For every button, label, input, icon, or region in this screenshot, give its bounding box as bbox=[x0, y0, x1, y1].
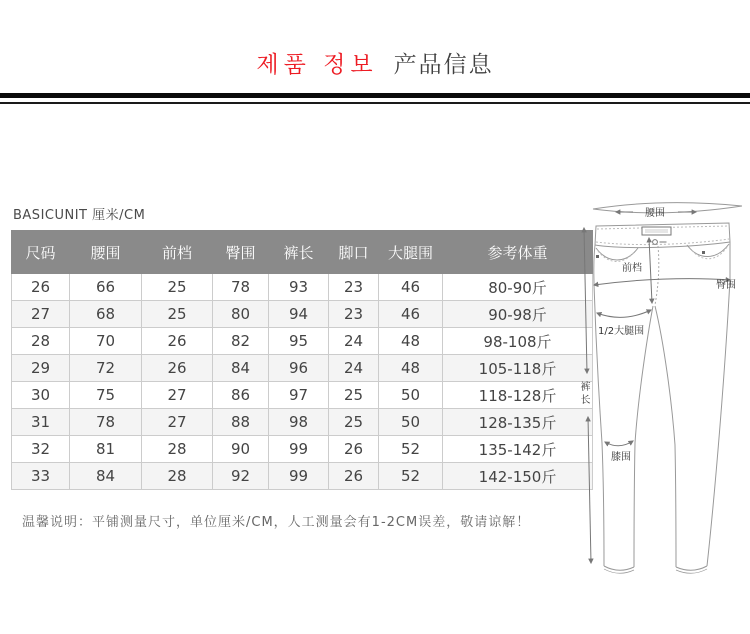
size-table bbox=[11, 230, 593, 490]
table-cell: 128-135斤 bbox=[443, 409, 593, 436]
title-korean: 제품 정보 bbox=[256, 52, 378, 78]
table-cell: 23 bbox=[329, 301, 379, 328]
hip-label: 臀围 bbox=[716, 280, 736, 291]
table-cell: 26 bbox=[142, 355, 213, 382]
table-cell: 78 bbox=[213, 274, 269, 301]
left-inner-seam bbox=[634, 306, 653, 567]
table-cell: 27 bbox=[142, 409, 213, 436]
measure-lines bbox=[584, 212, 730, 563]
table-cell: 86 bbox=[213, 382, 269, 409]
table-cell: 23 bbox=[329, 274, 379, 301]
table-cell: 75 bbox=[70, 382, 142, 409]
waist-label: 腰围 bbox=[645, 208, 665, 219]
table-cell: 88 bbox=[213, 409, 269, 436]
table-cell: 46 bbox=[379, 274, 443, 301]
table-cell: 70 bbox=[70, 328, 142, 355]
table-cell: 97 bbox=[269, 382, 329, 409]
table-cell: 48 bbox=[379, 328, 443, 355]
right-inner-seam bbox=[655, 306, 676, 567]
table-cell: 29 bbox=[12, 355, 70, 382]
button-icon bbox=[653, 240, 658, 245]
knee-measure-line bbox=[605, 441, 633, 446]
column-header: 臀围 bbox=[213, 231, 269, 274]
table-cell: 32 bbox=[12, 436, 70, 463]
left-rivet bbox=[596, 255, 599, 258]
divider-thick bbox=[0, 93, 750, 98]
table-cell: 46 bbox=[379, 301, 443, 328]
table-cell: 80-90斤 bbox=[443, 274, 593, 301]
title-chinese: 产品信息 bbox=[393, 52, 494, 78]
table-cell: 118-128斤 bbox=[443, 382, 593, 409]
table-cell: 98 bbox=[269, 409, 329, 436]
table-cell: 27 bbox=[142, 382, 213, 409]
table-cell: 78 bbox=[70, 409, 142, 436]
table-cell: 25 bbox=[329, 409, 379, 436]
table-cell: 105-118斤 bbox=[443, 355, 593, 382]
table-cell: 80 bbox=[213, 301, 269, 328]
column-header: 参考体重 bbox=[443, 231, 593, 274]
table-cell: 99 bbox=[269, 463, 329, 490]
table-cell: 142-150斤 bbox=[443, 463, 593, 490]
divider-thin bbox=[0, 102, 750, 104]
table-cell: 28 bbox=[142, 463, 213, 490]
table-cell: 95 bbox=[269, 328, 329, 355]
table-cell: 72 bbox=[70, 355, 142, 382]
table-cell: 96 bbox=[269, 355, 329, 382]
table-row bbox=[12, 436, 593, 463]
right-hem-stitch bbox=[676, 569, 707, 573]
knee-label: 膝围 bbox=[611, 452, 631, 463]
column-header: 前档 bbox=[142, 231, 213, 274]
length-label-char1: 裤 bbox=[580, 382, 591, 393]
pants-diagram bbox=[578, 193, 750, 585]
table-cell: 82 bbox=[213, 328, 269, 355]
table-cell: 26 bbox=[329, 463, 379, 490]
table-row bbox=[12, 301, 593, 328]
table-cell: 31 bbox=[12, 409, 70, 436]
table-cell: 90 bbox=[213, 436, 269, 463]
table-cell: 24 bbox=[329, 328, 379, 355]
unit-label: BASICUNIT 厘米/CM bbox=[13, 208, 146, 223]
table-cell: 26 bbox=[12, 274, 70, 301]
table-cell: 24 bbox=[329, 355, 379, 382]
left-pocket bbox=[596, 248, 638, 260]
table-row bbox=[12, 463, 593, 490]
waist-tape-top bbox=[593, 203, 742, 209]
waist-tape-bottom bbox=[593, 206, 742, 213]
table-cell: 30 bbox=[12, 382, 70, 409]
table-header bbox=[12, 231, 593, 274]
table-cell: 33 bbox=[12, 463, 70, 490]
right-rivet bbox=[702, 251, 705, 254]
length-measure-upper bbox=[584, 228, 587, 373]
table-cell: 28 bbox=[142, 436, 213, 463]
table-cell: 99 bbox=[269, 436, 329, 463]
table-cell: 48 bbox=[379, 355, 443, 382]
table-row bbox=[12, 274, 593, 301]
page-title bbox=[0, 46, 750, 79]
column-header: 腰围 bbox=[70, 231, 142, 274]
table-cell: 52 bbox=[379, 436, 443, 463]
table-cell: 50 bbox=[379, 382, 443, 409]
column-header: 裤长 bbox=[269, 231, 329, 274]
table-row bbox=[12, 328, 593, 355]
table-row bbox=[12, 355, 593, 382]
table-cell: 52 bbox=[379, 463, 443, 490]
front-rise-label: 前档 bbox=[622, 263, 642, 274]
table-cell: 68 bbox=[70, 301, 142, 328]
table-cell: 84 bbox=[213, 355, 269, 382]
table-cell: 25 bbox=[142, 301, 213, 328]
table-cell: 28 bbox=[12, 328, 70, 355]
thigh-measure-line bbox=[597, 310, 651, 317]
table-cell: 94 bbox=[269, 301, 329, 328]
left-outer-seam bbox=[594, 245, 604, 566]
table-row bbox=[12, 409, 593, 436]
table-row bbox=[12, 382, 593, 409]
table-cell: 135-142斤 bbox=[443, 436, 593, 463]
table-cell: 93 bbox=[269, 274, 329, 301]
table-cell: 25 bbox=[142, 274, 213, 301]
column-header: 大腿围 bbox=[379, 231, 443, 274]
length-label-char2: 长 bbox=[580, 395, 591, 406]
table-cell: 81 bbox=[70, 436, 142, 463]
table-cell: 50 bbox=[379, 409, 443, 436]
column-header: 脚口 bbox=[329, 231, 379, 274]
column-header: 尺码 bbox=[12, 231, 70, 274]
right-hem bbox=[676, 566, 707, 570]
table-cell: 25 bbox=[329, 382, 379, 409]
measurement-note: 温馨说明：平铺测量尺寸，单位厘米/CM，人工测量会有1-2CM误差，敬请谅解！ bbox=[22, 515, 531, 530]
table-cell: 26 bbox=[142, 328, 213, 355]
table-cell: 84 bbox=[70, 463, 142, 490]
table-body bbox=[12, 274, 593, 490]
pants-outline bbox=[593, 203, 742, 574]
table-cell: 27 bbox=[12, 301, 70, 328]
table-cell: 26 bbox=[329, 436, 379, 463]
length-measure-lower bbox=[588, 417, 591, 563]
table-cell: 66 bbox=[70, 274, 142, 301]
table-cell: 90-98斤 bbox=[443, 301, 593, 328]
left-hem-stitch bbox=[604, 569, 634, 573]
brand-tag bbox=[642, 227, 671, 235]
table-header-row bbox=[12, 231, 593, 274]
table-cell: 98-108斤 bbox=[443, 328, 593, 355]
hip-measure-line bbox=[594, 279, 730, 285]
half-thigh-label: 1/2大腿围 bbox=[598, 326, 645, 337]
left-hem bbox=[604, 566, 634, 570]
table-cell: 92 bbox=[213, 463, 269, 490]
fly-stitch bbox=[655, 246, 659, 305]
